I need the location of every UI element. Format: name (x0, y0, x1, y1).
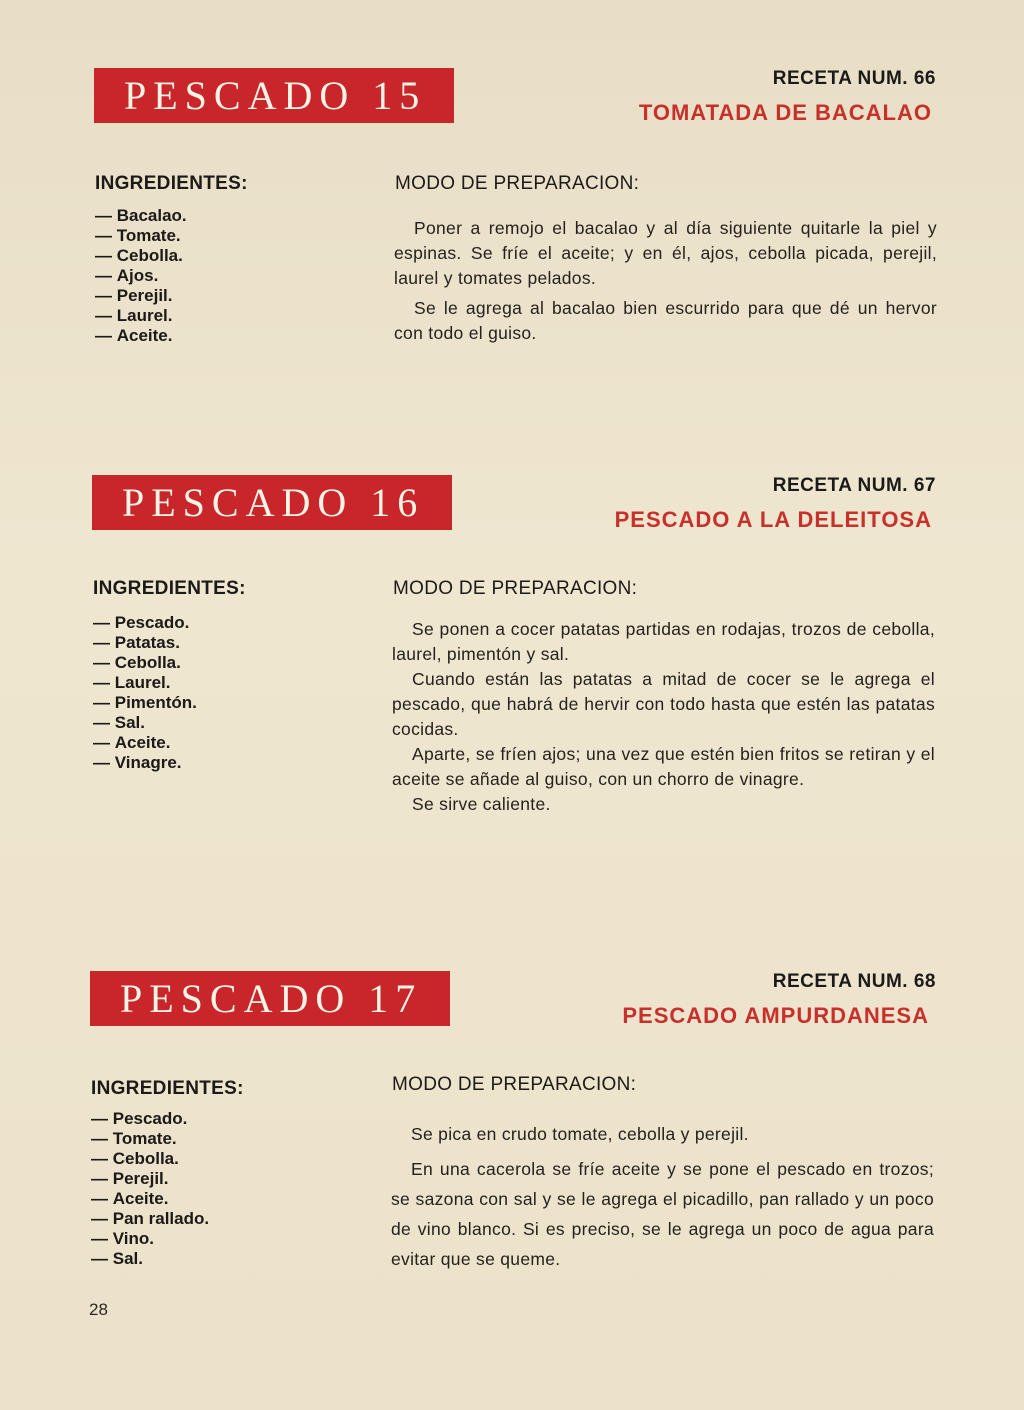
method-paragraph: Aparte, se fríen ajos; una vez que estén bien fritos se retiran y el aceite se añade al guiso, con un chorro de vinagre. (392, 744, 935, 789)
recipe-title: PESCADO A LA DELEITOSA (614, 507, 932, 532)
ingredient-item: — Sal. (91, 1249, 209, 1269)
ingredient-item: — Tomate. (95, 226, 187, 246)
ingredient-item: — Bacalao. (95, 206, 187, 226)
ingredient-item: — Cebolla. (95, 246, 187, 266)
recipe-title: TOMATADA DE BACALAO (638, 100, 932, 125)
ingredient-item: — Pan rallado. (91, 1209, 209, 1229)
recipe-banner: PESCADO 17 (90, 971, 450, 1026)
recipe-title: PESCADO AMPURDANESA (622, 1003, 929, 1028)
ingredients-heading: INGREDIENTES: (95, 173, 248, 194)
method-paragraph: Se ponen a cocer patatas partidas en rodajas, trozos de cebolla, laurel, pimentón y sal. (392, 619, 935, 664)
method-paragraph: Se sirve caliente. (412, 794, 551, 814)
method-paragraph: Poner a remojo el bacalao y al día siguiente quitarle la piel y espinas. Se fríe el aceite; y en él, ajos, cebolla picada, perejil, laurel y tomates pelados. (394, 218, 937, 288)
ingredient-item: — Laurel. (95, 306, 187, 326)
ingredient-item: — Cebolla. (93, 653, 197, 673)
ingredient-item: — Pescado. (91, 1109, 209, 1129)
ingredients-list (93, 613, 197, 773)
ingredient-item: — Perejil. (91, 1169, 209, 1189)
recipe-banner: PESCADO 16 (92, 475, 452, 530)
method-heading: MODO DE PREPARACION: (393, 578, 638, 599)
method-heading: MODO DE PREPARACION: (395, 173, 640, 194)
ingredient-item: — Aceite. (95, 326, 187, 346)
method-paragraph: En una cacerola se fríe aceite y se pone el pescado en trozos; se sazona con sal y se le agrega el picadillo, pan rallado y un poco de vino blanco. Si es preciso, se le agrega un poco de agua para evitar que se queme. (391, 1159, 934, 1269)
method-paragraph: Se le agrega al bacalao bien escurrido para que dé un hervor con todo el guiso. (394, 298, 937, 343)
recipe-number: RECETA NUM. 66 (772, 68, 936, 89)
ingredient-item: — Aceite. (91, 1189, 209, 1209)
recipe-number: RECETA NUM. 67 (772, 475, 936, 496)
ingredients-heading: INGREDIENTES: (91, 1078, 244, 1099)
ingredient-item: — Vinagre. (93, 753, 197, 773)
method-text (391, 1119, 934, 1274)
ingredient-item: — Aceite. (93, 733, 197, 753)
method-heading: MODO DE PREPARACION: (392, 1074, 637, 1095)
ingredient-item: — Pimentón. (93, 693, 197, 713)
ingredient-item: — Vino. (91, 1229, 209, 1249)
ingredient-item: — Ajos. (95, 266, 187, 286)
method-text (392, 617, 935, 817)
ingredient-item: — Patatas. (93, 633, 197, 653)
ingredient-item: — Perejil. (95, 286, 187, 306)
ingredient-item: — Tomate. (91, 1129, 209, 1149)
method-paragraph: Se pica en crudo tomate, cebolla y perejil. (411, 1124, 749, 1144)
ingredient-item: — Laurel. (93, 673, 197, 693)
ingredient-item: — Sal. (93, 713, 197, 733)
ingredients-heading: INGREDIENTES: (93, 578, 246, 599)
page-number: 28 (89, 1300, 108, 1319)
recipe-banner: PESCADO 15 (94, 68, 454, 123)
ingredient-item: — Cebolla. (91, 1149, 209, 1169)
ingredient-item: — Pescado. (93, 613, 197, 633)
method-paragraph: Cuando están las patatas a mitad de cocer se le agrega el pescado, que habrá de hervir con todo hasta que estén las patatas cocidas. (392, 669, 935, 739)
recipe-number: RECETA NUM. 68 (772, 971, 936, 992)
ingredients-list (91, 1109, 209, 1269)
